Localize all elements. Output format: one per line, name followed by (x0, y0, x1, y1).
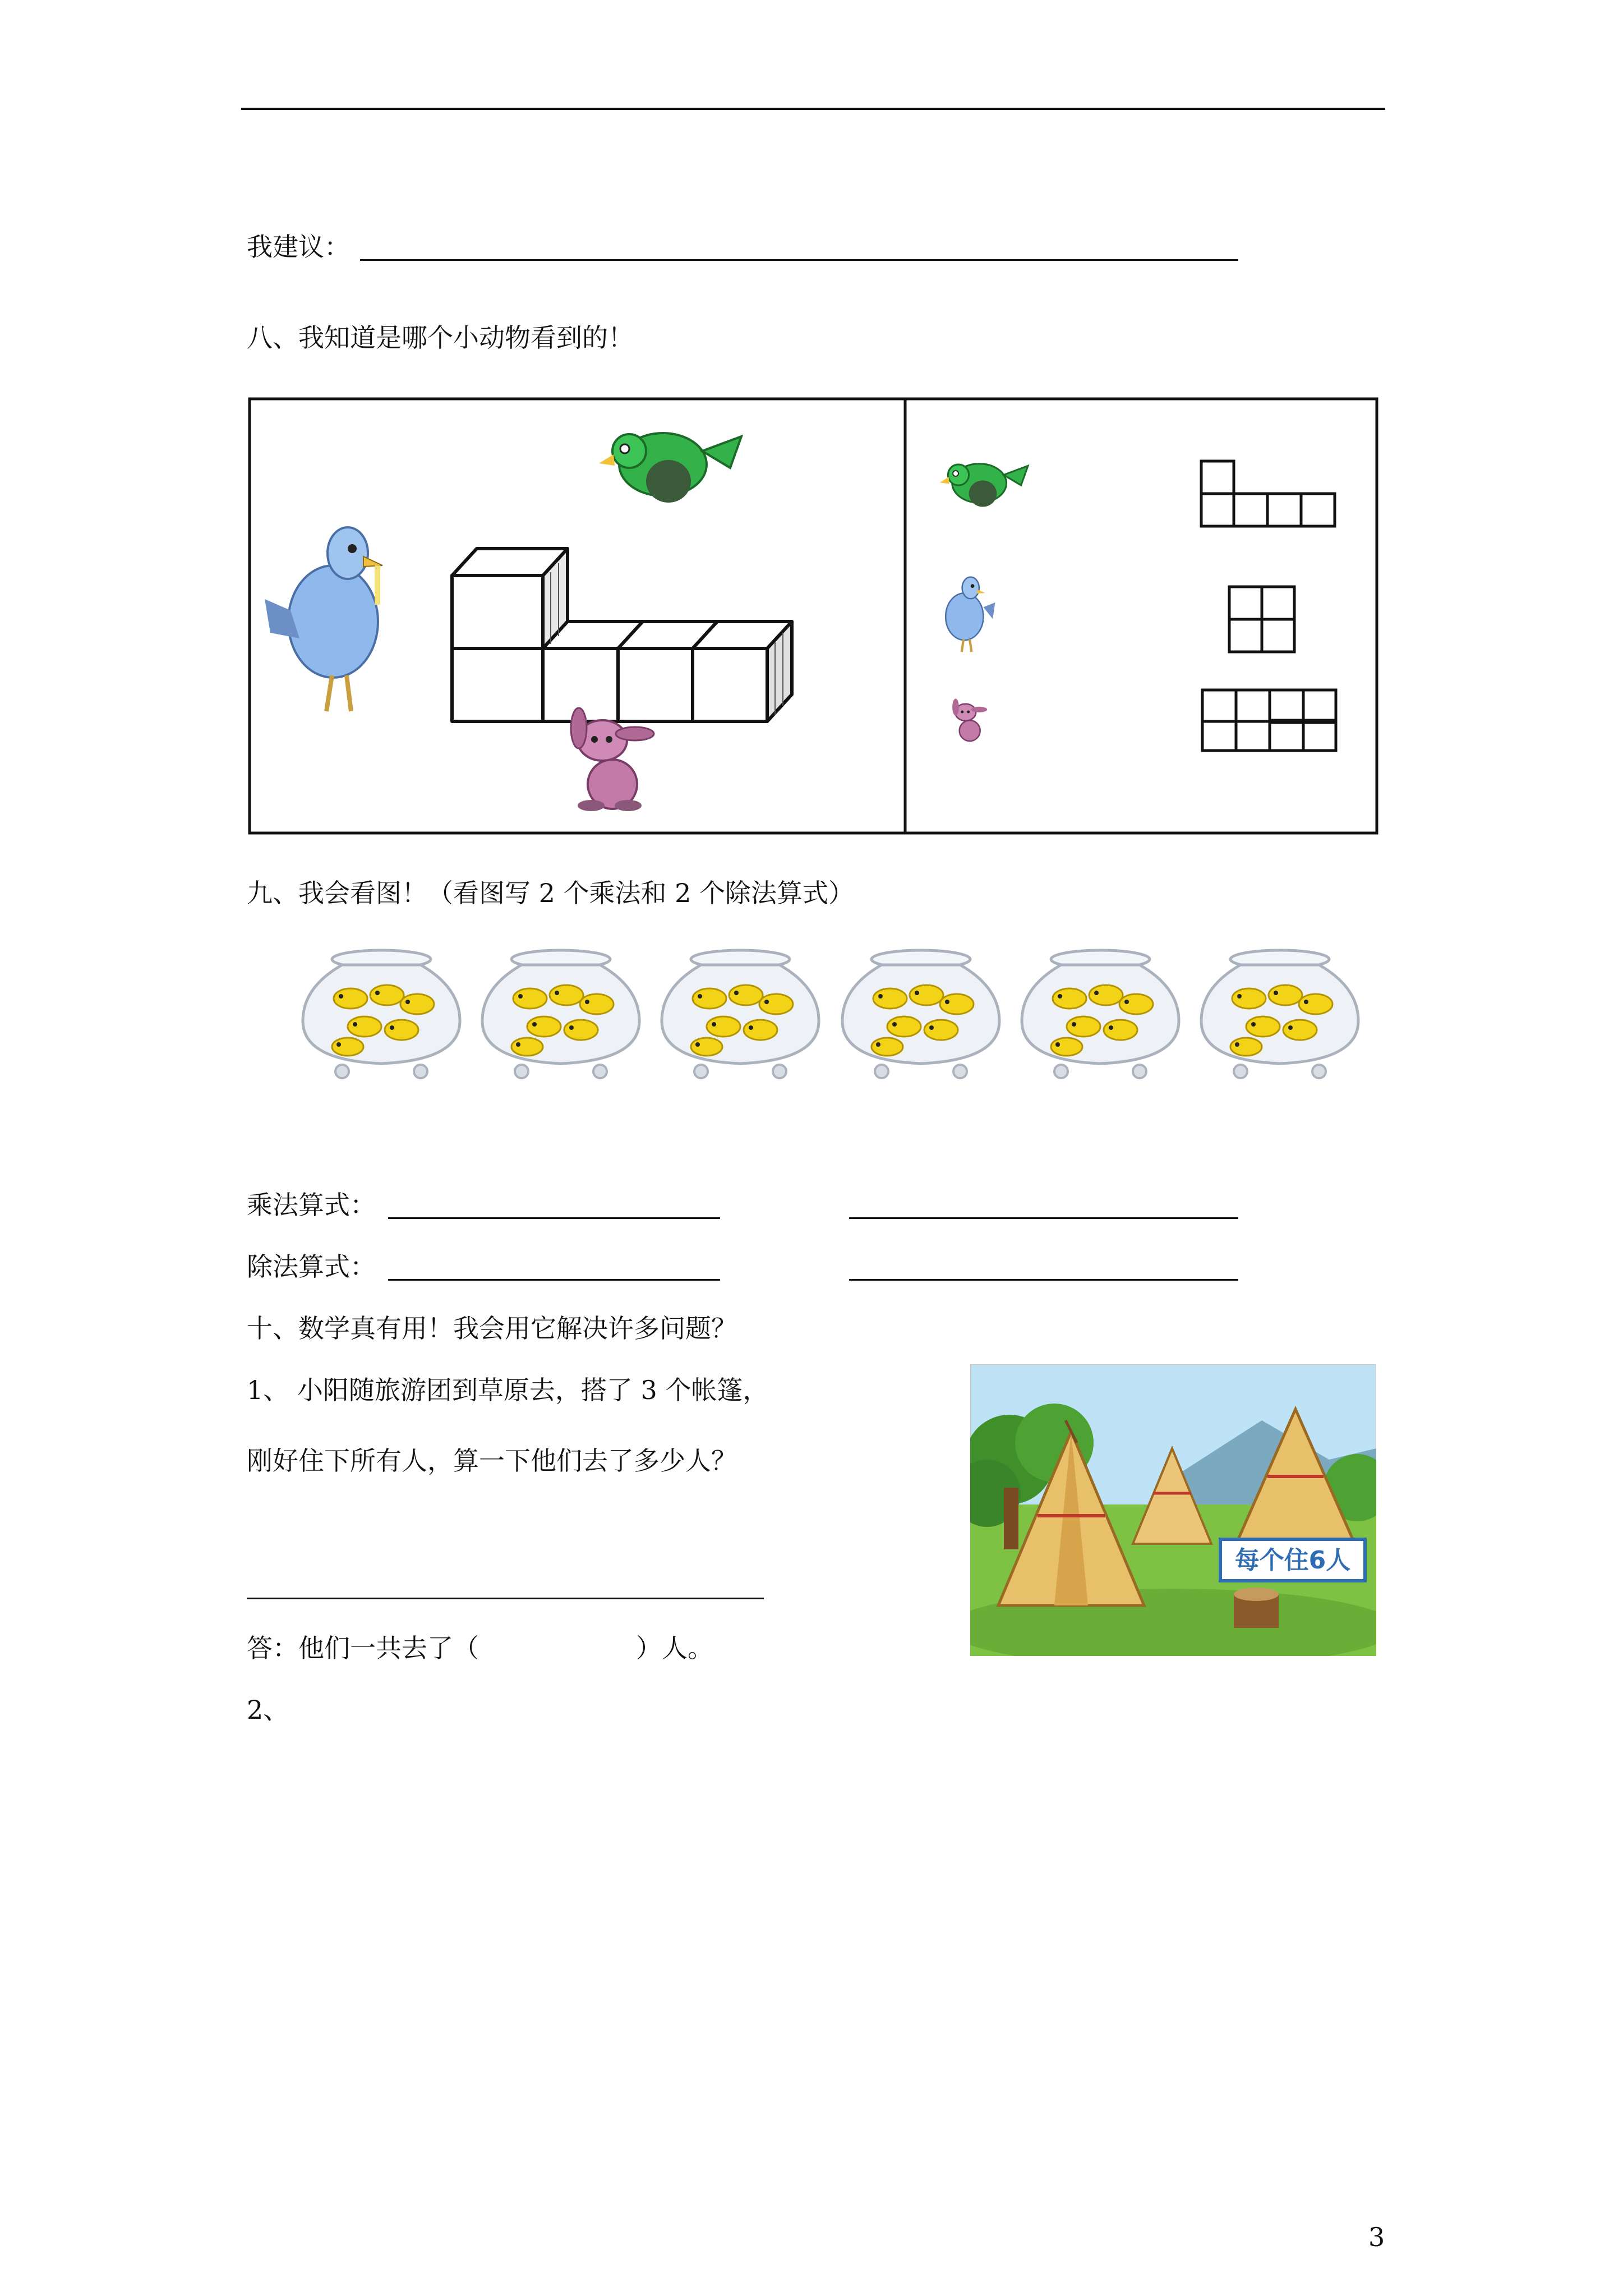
view-shape-b (1229, 587, 1294, 652)
page-number: 3 (1368, 2222, 1385, 2252)
divide-answer-line-2[interactable] (849, 1279, 1238, 1281)
multiply-answer-line-2[interactable] (849, 1217, 1238, 1219)
section8-title: 八、我知道是哪个小动物看到的！ (247, 323, 634, 353)
question-2-label: 2、 (247, 1695, 289, 1725)
fish-bowl (303, 950, 460, 1078)
rabbit-icon (571, 708, 654, 811)
fish-bowl (482, 950, 639, 1078)
question-1-line-2: 刚好住下所有人，算一下他们去了多少人？ (247, 1446, 737, 1476)
question-1-work-line[interactable] (247, 1598, 764, 1599)
fish-bowl (662, 950, 819, 1078)
fish-bowls-row (297, 948, 1396, 1088)
multiply-answer-line-1[interactable] (388, 1217, 720, 1219)
view-shape-c (1202, 690, 1336, 751)
answer-prefix: 答：他们一共去了（ (247, 1633, 479, 1663)
fish-bowl (842, 950, 999, 1078)
parrot-icon (599, 433, 741, 503)
fish-bowl (1022, 950, 1179, 1078)
suggestion-answer-line[interactable] (360, 259, 1238, 261)
block-structure (452, 549, 792, 721)
header-rule (241, 108, 1385, 110)
section10-title: 十、数学真有用！我会用它解决许多问题？ (247, 1313, 737, 1343)
section8-panel (248, 397, 1378, 835)
divide-answer-line-1[interactable] (388, 1279, 720, 1281)
answer-suffix: ）人。 (636, 1633, 713, 1663)
section9-title: 九、我会看图！（看图写 2 个乘法和 2 个除法算式） (247, 878, 855, 908)
multiply-label: 乘法算式： (247, 1190, 376, 1220)
pigeon-icon (946, 577, 995, 652)
tent-picture (970, 1364, 1376, 1656)
stump-icon (1234, 1588, 1279, 1628)
sign-text: 每个住6人 (1234, 1546, 1351, 1575)
view-shape-a (1201, 461, 1335, 526)
answer-blank[interactable] (505, 1632, 634, 1664)
suggestion-label: 我建议： (247, 232, 350, 262)
divide-label: 除法算式： (247, 1251, 376, 1282)
parrot-icon (940, 464, 1028, 507)
rabbit-icon (952, 698, 987, 741)
pigeon-icon (265, 527, 382, 711)
question-1-line-1: 1、 小阳随旅游团到草原去，搭了 3 个帐篷， (247, 1375, 769, 1405)
fish-bowl (1201, 950, 1358, 1078)
